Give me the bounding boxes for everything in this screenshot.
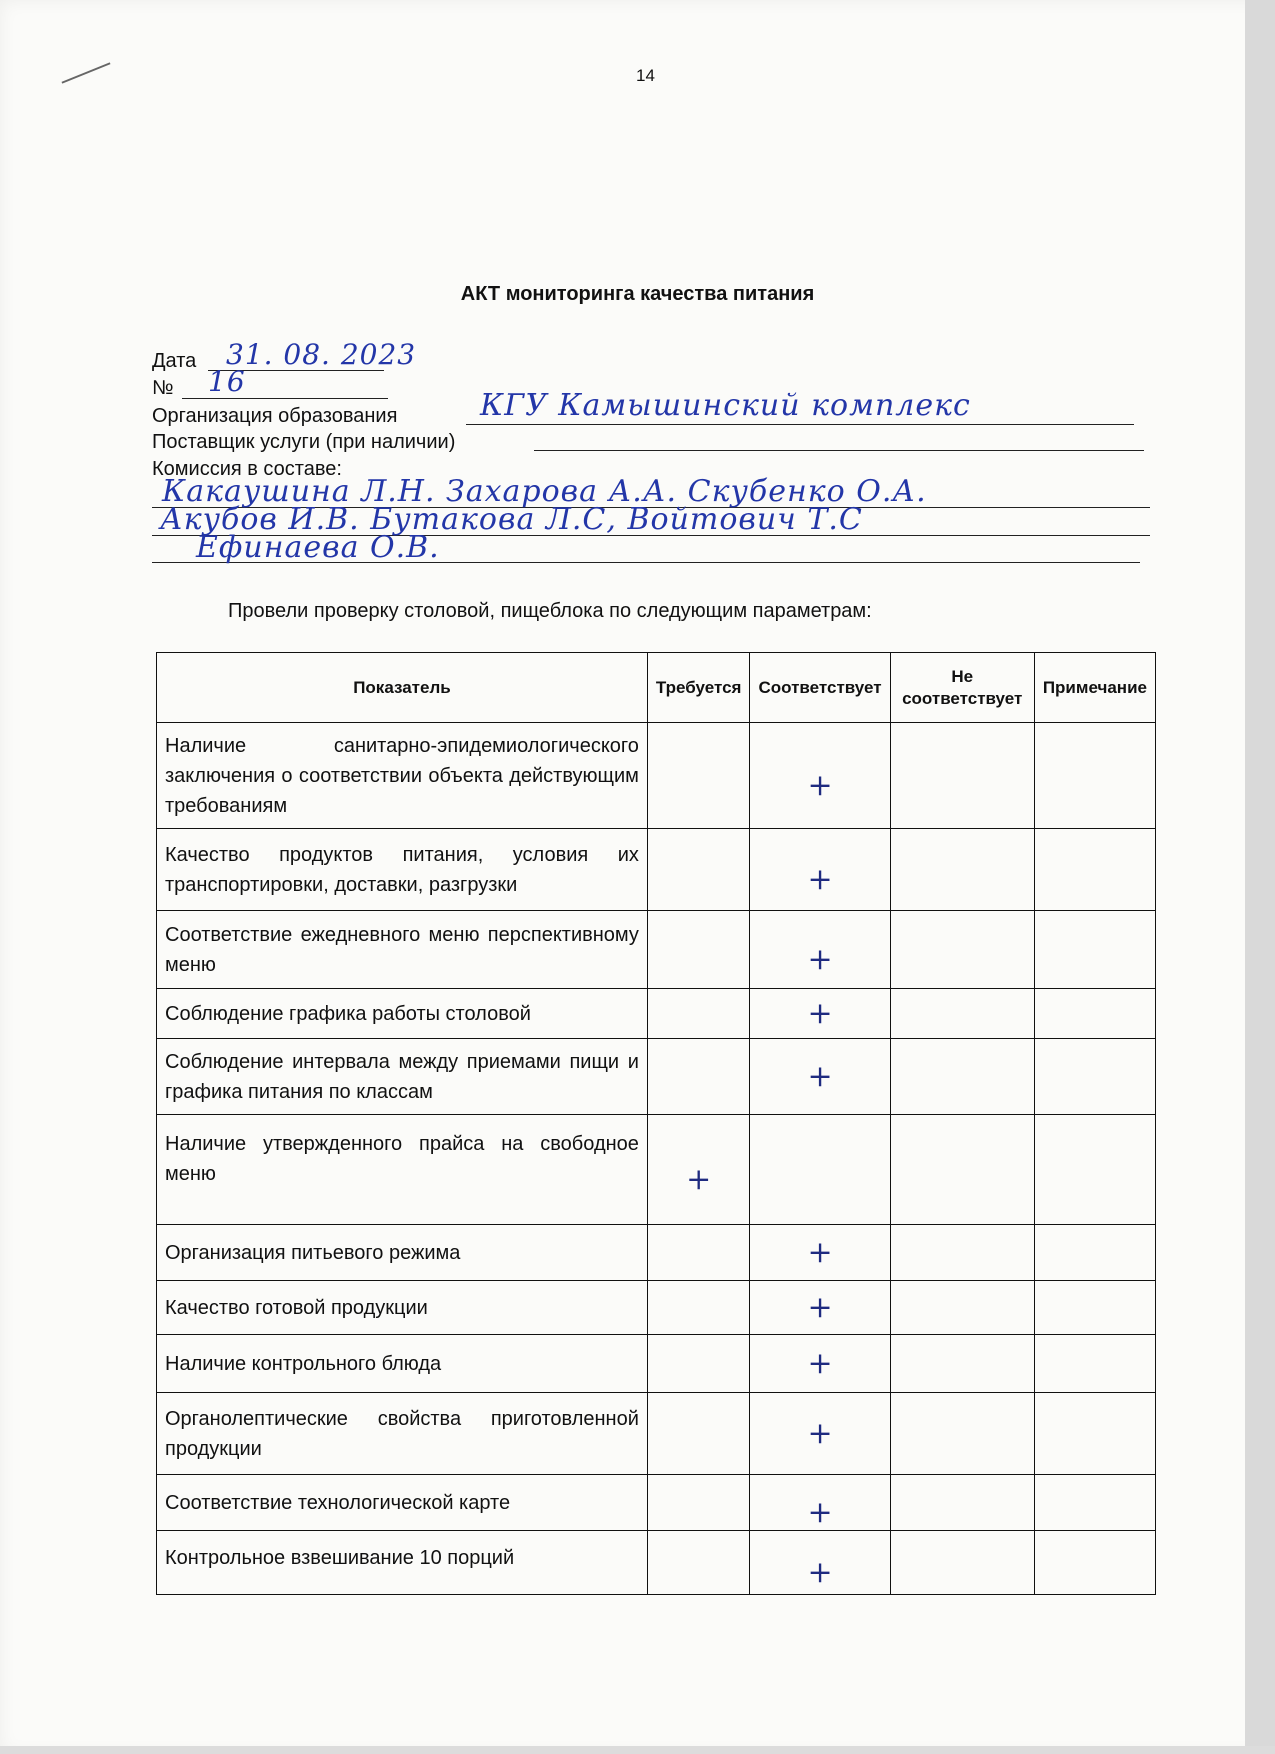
page-number: 14	[636, 66, 655, 85]
table-row	[157, 1039, 1156, 1115]
compliant-cell	[750, 829, 890, 911]
noncompliant-cell	[890, 829, 1034, 911]
compliant-cell	[750, 1115, 890, 1225]
intro-text: Провели проверку столовой, пищеблока по следующим параметрам:	[228, 600, 872, 622]
number-rule	[182, 398, 388, 399]
indicator-cell: Организация питьевого режима	[157, 1225, 648, 1281]
noncompliant-cell	[890, 911, 1034, 989]
table-row	[157, 723, 1156, 829]
compliant-mark: +	[807, 1346, 833, 1381]
organization-label: Организация образования	[152, 405, 398, 427]
required-cell	[647, 1393, 750, 1475]
note-cell	[1034, 723, 1155, 829]
required-cell	[647, 1475, 750, 1531]
table-row	[157, 1225, 1156, 1281]
compliant-mark: +	[807, 862, 833, 897]
note-cell	[1034, 1115, 1155, 1225]
noncompliant-cell	[890, 723, 1034, 829]
supplier-rule	[534, 450, 1144, 451]
note-cell	[1034, 1335, 1155, 1393]
date-label: Дата	[152, 350, 197, 372]
indicator-cell: Наличие санитарно-эпидемиологического заключения о соответствии объекта действующим требованиям	[157, 723, 648, 829]
note-cell	[1034, 1225, 1155, 1281]
note-cell	[1034, 1393, 1155, 1475]
indicator-cell: Наличие утвержденного прайса на свободное меню	[157, 1115, 648, 1225]
table-row	[157, 1335, 1156, 1393]
required-cell	[647, 911, 750, 989]
table-row	[157, 829, 1156, 911]
required-cell	[647, 1335, 750, 1393]
compliant-mark: +	[807, 996, 833, 1031]
commission-label: Комиссия в составе:	[152, 458, 342, 480]
header-required: Требуется	[647, 653, 750, 723]
indicator-cell: Качество продуктов питания, условия их транспортировки, доставки, разгрузки	[157, 829, 648, 911]
compliant-cell	[750, 1393, 890, 1475]
noncompliant-cell	[890, 1281, 1034, 1335]
number-value: 16	[208, 365, 246, 398]
table-row	[157, 1115, 1156, 1225]
indicator-cell: Соответствие ежедневного меню перспективному меню	[157, 911, 648, 989]
supplier-label: Поставщик услуги (при наличии)	[152, 431, 456, 453]
note-cell	[1034, 989, 1155, 1039]
noncompliant-cell	[890, 989, 1034, 1039]
organization-rule	[466, 424, 1134, 425]
date-value: 31. 08. 2023	[226, 338, 417, 371]
compliant-mark: +	[807, 768, 833, 803]
table-row	[157, 989, 1156, 1039]
note-cell	[1034, 1531, 1155, 1595]
compliant-cell	[750, 1281, 890, 1335]
required-cell	[647, 1281, 750, 1335]
noncompliant-cell	[890, 1531, 1034, 1595]
note-cell	[1034, 1475, 1155, 1531]
required-mark: +	[686, 1162, 712, 1197]
compliant-cell	[750, 1039, 890, 1115]
document-title: АКТ мониторинга качества питания	[460, 283, 815, 305]
table-row	[157, 1393, 1156, 1475]
compliant-cell	[750, 1335, 890, 1393]
indicator-cell: Качество готовой продукции	[157, 1281, 648, 1335]
header-noncompliant: Не соответствует	[890, 653, 1034, 723]
commission-line-2: Акубов И.В. Бутакова Л.С, Войтович Т.С	[160, 502, 863, 537]
compliant-cell	[750, 1225, 890, 1281]
scan-edge	[1245, 0, 1275, 1754]
required-cell	[647, 1115, 750, 1225]
compliant-mark: +	[807, 942, 833, 977]
required-cell	[647, 1039, 750, 1115]
note-cell	[1034, 1281, 1155, 1335]
pen-scratch	[62, 62, 111, 83]
required-cell	[647, 989, 750, 1039]
table-row	[157, 1475, 1156, 1531]
required-cell	[647, 829, 750, 911]
header-compliant: Соответствует	[750, 653, 890, 723]
scan-edge-bottom	[0, 1746, 1275, 1754]
inspection-table	[156, 652, 1156, 1595]
compliant-mark: +	[807, 1059, 833, 1094]
noncompliant-cell	[890, 1225, 1034, 1281]
compliant-mark: +	[807, 1416, 833, 1451]
compliant-mark: +	[807, 1290, 833, 1325]
indicator-cell: Органолептические свойства приготовленной продукции	[157, 1393, 648, 1475]
note-cell	[1034, 1039, 1155, 1115]
compliant-mark: +	[807, 1555, 833, 1590]
noncompliant-cell	[890, 1039, 1034, 1115]
note-cell	[1034, 911, 1155, 989]
noncompliant-cell	[890, 1115, 1034, 1225]
compliant-cell	[750, 989, 890, 1039]
noncompliant-cell	[890, 1393, 1034, 1475]
compliant-cell	[750, 1531, 890, 1595]
compliant-cell	[750, 911, 890, 989]
indicator-cell: Соблюдение интервала между приемами пищи и графика питания по классам	[157, 1039, 648, 1115]
commission-line-3: Ефинаева О.В.	[196, 530, 440, 565]
organization-value: КГУ Камышинский комплекс	[480, 388, 971, 423]
commission-line-1: Какаушина Л.Н. Захарова А.А. Скубенко О.А.	[162, 474, 927, 509]
required-cell	[647, 1225, 750, 1281]
noncompliant-cell	[890, 1335, 1034, 1393]
required-cell	[647, 723, 750, 829]
indicator-cell: Соблюдение графика работы столовой	[157, 989, 648, 1039]
indicator-cell: Наличие контрольного блюда	[157, 1335, 648, 1393]
noncompliant-cell	[890, 1475, 1034, 1531]
table-row	[157, 1531, 1156, 1595]
indicator-cell: Контрольное взвешивание 10 порций	[157, 1531, 648, 1595]
table-row	[157, 1281, 1156, 1335]
table-row	[157, 911, 1156, 989]
note-cell	[1034, 829, 1155, 911]
header-note: Примечание	[1034, 653, 1155, 723]
compliant-mark: +	[807, 1495, 833, 1530]
compliant-mark: +	[807, 1235, 833, 1270]
header-indicator: Показатель	[157, 653, 648, 723]
required-cell	[647, 1531, 750, 1595]
indicator-cell: Соответствие технологической карте	[157, 1475, 648, 1531]
table-header-row	[157, 653, 1156, 723]
number-label: №	[152, 377, 174, 399]
compliant-cell	[750, 723, 890, 829]
compliant-cell	[750, 1475, 890, 1531]
